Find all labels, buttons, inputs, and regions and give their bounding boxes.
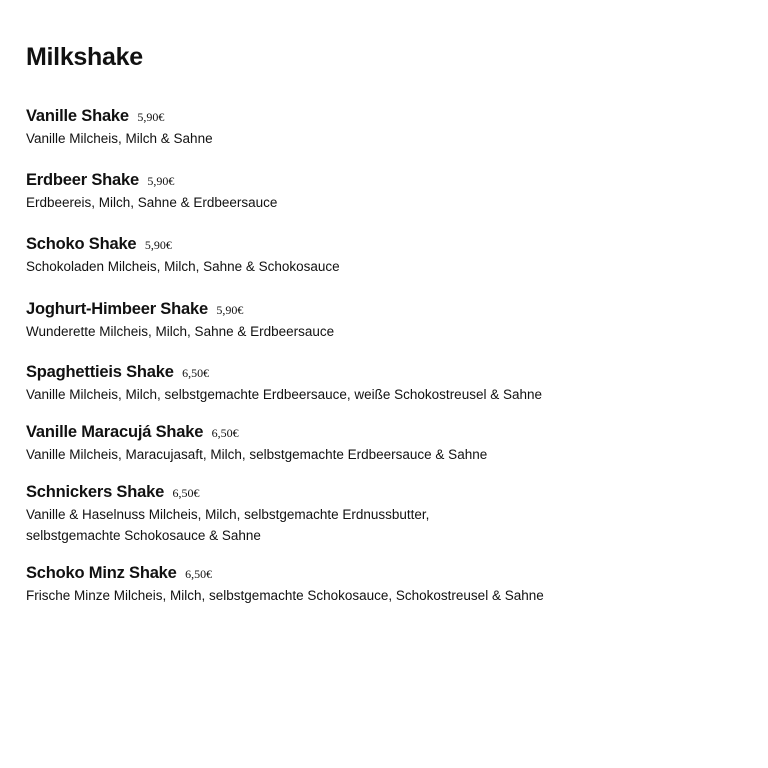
item-description: Vanille Milcheis, Milch & Sahne [26,131,213,146]
item-description: Vanille Milcheis, Milch, selbstgemachte Erdbeersauce, weiße Schokostreusel & Sahne [26,387,542,402]
item-price: 5,90€ [144,238,172,252]
item-price: 5,90€ [147,174,175,188]
item-header [26,169,746,192]
page-title: Milkshake [26,43,143,71]
item-description: Wunderette Milcheis, Milch, Sahne & Erdbeersauce [26,324,335,339]
item-header [26,562,746,585]
item-price: 5,90€ [216,303,244,317]
menu-item-vanille-shake [26,105,746,149]
item-description: Schokoladen Milcheis, Milch, Sahne & Schokosauce [26,259,340,274]
item-description: Erdbeereis, Milch, Sahne & Erdbeersauce [26,195,278,210]
item-header [26,421,746,444]
item-name: Spaghettieis Shake [26,363,174,381]
item-price: 5,90€ [137,110,165,124]
item-price: 6,50€ [182,366,210,380]
item-price: 6,50€ [172,486,200,500]
menu-item-vanille-maracuja-shake [26,421,746,465]
menu-item-schoko-minz-shake [26,562,746,606]
menu-item-erdbeer-shake [26,169,746,213]
item-header [26,298,746,321]
item-name: Schoko Shake [26,235,137,253]
item-name: Vanille Maracujá Shake [26,423,204,441]
item-header [26,361,746,384]
item-description: Frische Minze Milcheis, Milch, selbstgemachte Schokosauce, Schokostreusel & Sahne [26,588,544,603]
item-name: Schnickers Shake [26,483,165,501]
menu-item-schnickers-shake [26,481,746,546]
item-description: Vanille & Haselnuss Milcheis, Milch, selbstgemachte Erdnussbutter, selbstgemachte Schokosauce & Sahne [26,507,430,543]
menu-item-joghurt-himbeer-shake [26,298,746,342]
item-name: Joghurt-Himbeer Shake [26,300,208,318]
item-name: Vanille Shake [26,107,129,125]
item-name: Erdbeer Shake [26,171,139,189]
item-header [26,481,746,504]
menu-item-spaghettieis-shake [26,361,746,405]
item-header [26,233,746,256]
menu-item-schoko-shake [26,233,746,277]
item-description: Vanille Milcheis, Maracujasaft, Milch, selbstgemachte Erdbeersauce & Sahne [26,447,488,462]
item-name: Schoko Minz Shake [26,564,177,582]
item-price: 6,50€ [185,567,213,581]
item-price: 6,50€ [211,426,239,440]
item-header [26,105,746,128]
